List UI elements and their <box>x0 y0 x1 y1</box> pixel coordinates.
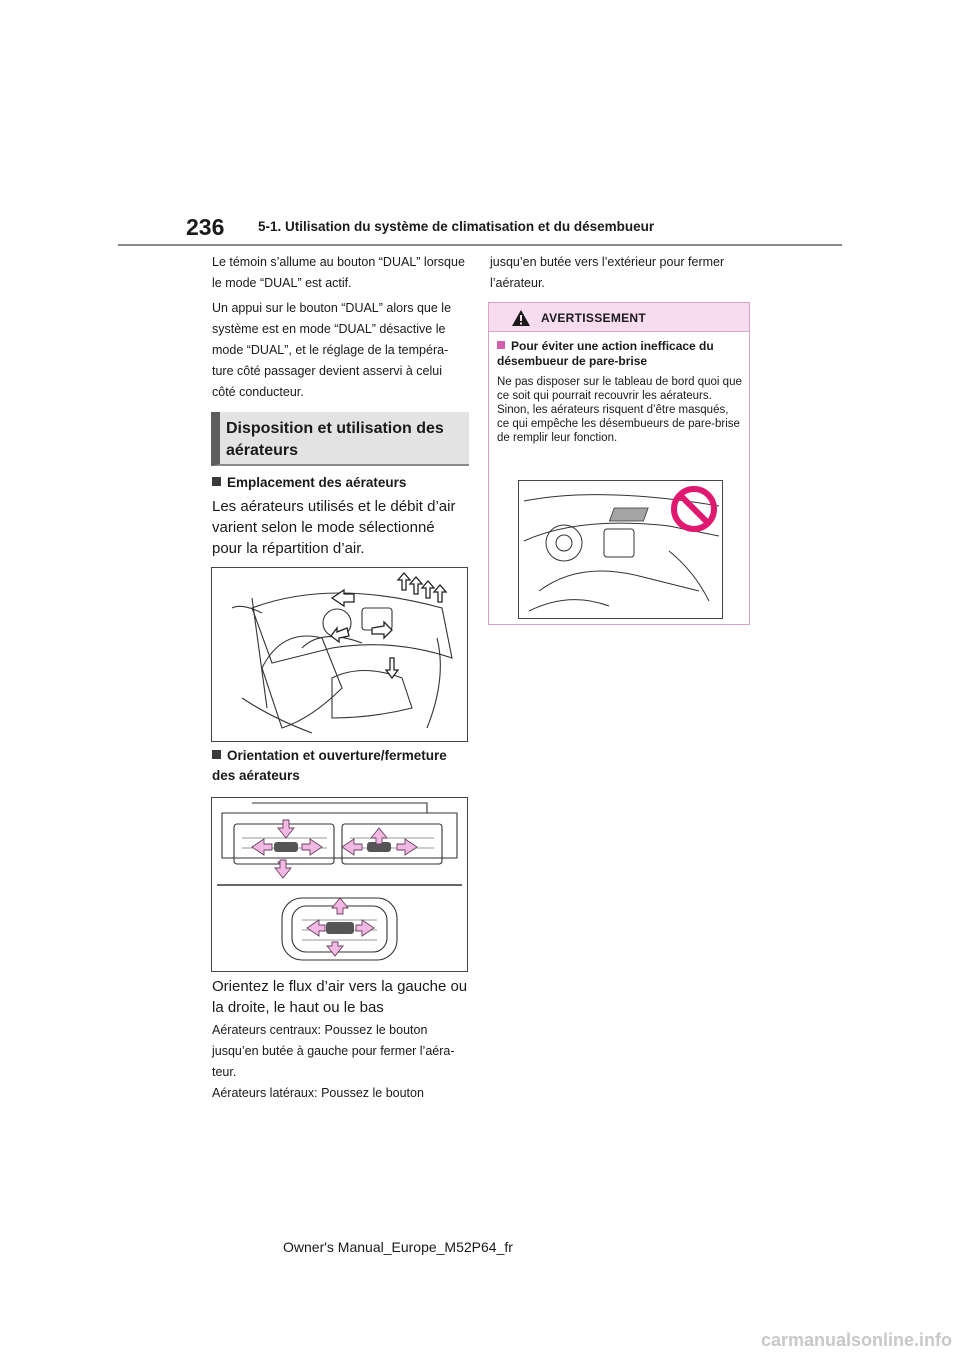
subheading-vent-orientation: Orientation et ouverture/fermeture des aérateurs <box>212 748 447 783</box>
subheading-vent-location: Emplacement des aérateurs <box>212 473 468 493</box>
square-bullet-icon <box>212 750 221 759</box>
header-divider <box>118 244 842 246</box>
square-bullet-icon <box>497 341 505 349</box>
intro-paragraph-1: Le témoin s’allume au bouton “DUAL” lorsque le mode “DUAL” est actif. <box>212 255 465 290</box>
central-vents-text: Aérateurs centraux: Poussez le bouton jusqu’en butée à gauche pour fermer l’aéra-teur. <box>212 1023 455 1079</box>
cabin-vents-figure <box>211 567 468 742</box>
section-title: 5-1. Utilisation du système de climatisation et du désembueur <box>258 219 655 234</box>
prohibited-icon <box>674 489 714 529</box>
manual-id: Owner's Manual_Europe_M52P64_fr <box>283 1239 513 1255</box>
section-heading-text: Disposition et utilisation des aérateurs <box>226 420 444 459</box>
page-number: 236 <box>186 214 225 240</box>
warning-box <box>488 302 750 625</box>
lateral-vents-text: Aérateurs latéraux: Poussez le bouton <box>212 1086 424 1100</box>
warning-body-text: Ne pas disposer sur le tableau de bord quoi que ce soit qui pourrait recouvrir les aérateurs. Sinon, les aérateurs risquent d’être masqués, ce qui empêche les désembueurs de pare-brise de remplir leur fonction. <box>497 376 742 444</box>
warning-subheading: Pour éviter une action inefficace du désembueur de pare-brise <box>497 339 714 368</box>
warning-header <box>489 303 749 332</box>
warning-title: AVERTISSEMENT <box>541 311 647 325</box>
watermark: carmanualsonline.info <box>760 1330 952 1350</box>
dashboard-illustration <box>519 481 722 618</box>
orientation-text: Orientez le flux d’air vers la gauche ou la droite, le haut ou le bas <box>212 978 468 1016</box>
vent-orientation-figure <box>211 797 468 972</box>
lateral-continuation-text: jusqu’en butée vers l’extérieur pour fermer l’aérateur. <box>490 255 725 290</box>
section-heading <box>211 412 469 466</box>
warning-triangle-icon <box>511 309 531 327</box>
vent-location-text: Les aérateurs utilisés et le débit d’air varient selon le mode sélectionné pour la répartition d’air. <box>212 498 456 557</box>
intro-paragraph-2: Un appui sur le bouton “DUAL” alors que le système est en mode “DUAL” désactive le mode “DUAL”, et le réglage de la tempéra-ture côté passager devient asservi à celui côté conducteur. <box>212 301 452 399</box>
vent-orientation-illustration <box>212 798 467 971</box>
cabin-vents-illustration <box>212 568 467 741</box>
square-bullet-icon <box>212 477 221 486</box>
dashboard-prohibited-figure <box>518 480 723 619</box>
intro-block <box>212 252 468 407</box>
